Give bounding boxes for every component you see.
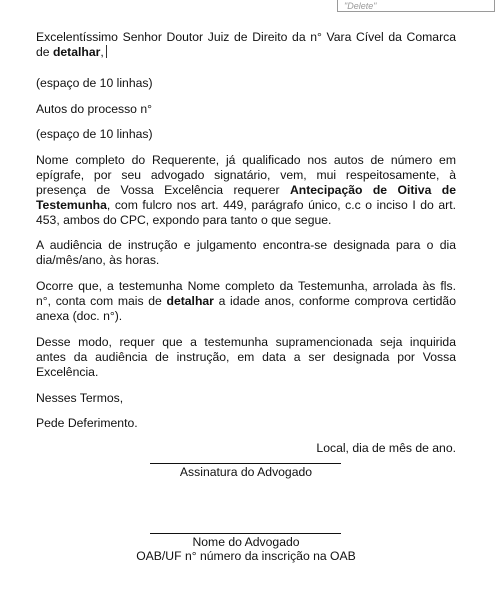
signature-line-1 — [150, 463, 341, 464]
closing-terms: Nesses Termos, — [36, 391, 124, 405]
text-cursor — [106, 45, 107, 58]
main-request-paragraph: Nome completo do Requerente, já qualificado nos autos de número em epígrafe, por seu advogado signatário, vem, mui respeitosamente, à presença de Vossa Excelência requerer Antecipação de Oitiva de Testemunha, com fulcro nos art. 449, parágrafo único, c.c o inciso I do art. 453, ambos do CPC, expondo para tanto o que segue. — [36, 153, 456, 227]
request-title: Antecipação de Oitiva de Testemunha — [36, 183, 456, 212]
placeholder-detalhar-2: detalhar — [166, 294, 214, 308]
closing-deferment: Pede Deferimento. — [36, 416, 138, 430]
place-date-line: Local, dia de mês de ano. — [316, 441, 456, 455]
delete-field-label: "Delete" — [344, 1, 377, 11]
addressee-paragraph: Excelentíssimo Senhor Doutor Juiz de Direito da n° Vara Cível da Comarca de detalhar, — [36, 30, 456, 59]
signature-line-2 — [150, 533, 341, 534]
witness-paragraph: Ocorre que, a testemunha Nome completo da Testemunha, arrolada às fls. n°, conta com mais de detalhar a idade anos, conforme comprova certidão anexa (doc. n°). — [36, 279, 456, 323]
spacing-note-1: (espaço de 10 linhas) — [36, 76, 153, 90]
spacing-note-2: (espaço de 10 linhas) — [36, 127, 153, 141]
petition-document — [36, 30, 456, 456]
lawyer-name-label: Nome do Advogado — [192, 535, 300, 549]
request-paragraph: Desse modo, requer que a testemunha supramencionada seja inquirida antes da audiência de instrução, em data a ser designada por Vossa Excelência. — [36, 335, 456, 379]
process-number-line: Autos do processo n° — [36, 102, 152, 116]
delete-field[interactable] — [337, 0, 495, 12]
hearing-paragraph: A audiência de instrução e julgamento encontra-se designada para o dia dia/mês/ano, às horas. — [36, 238, 456, 267]
placeholder-detalhar: detalhar — [52, 45, 101, 59]
signature-label: Assinatura do Advogado — [179, 465, 313, 479]
oab-number-label: OAB/UF n° número da inscrição na OAB — [136, 549, 356, 563]
